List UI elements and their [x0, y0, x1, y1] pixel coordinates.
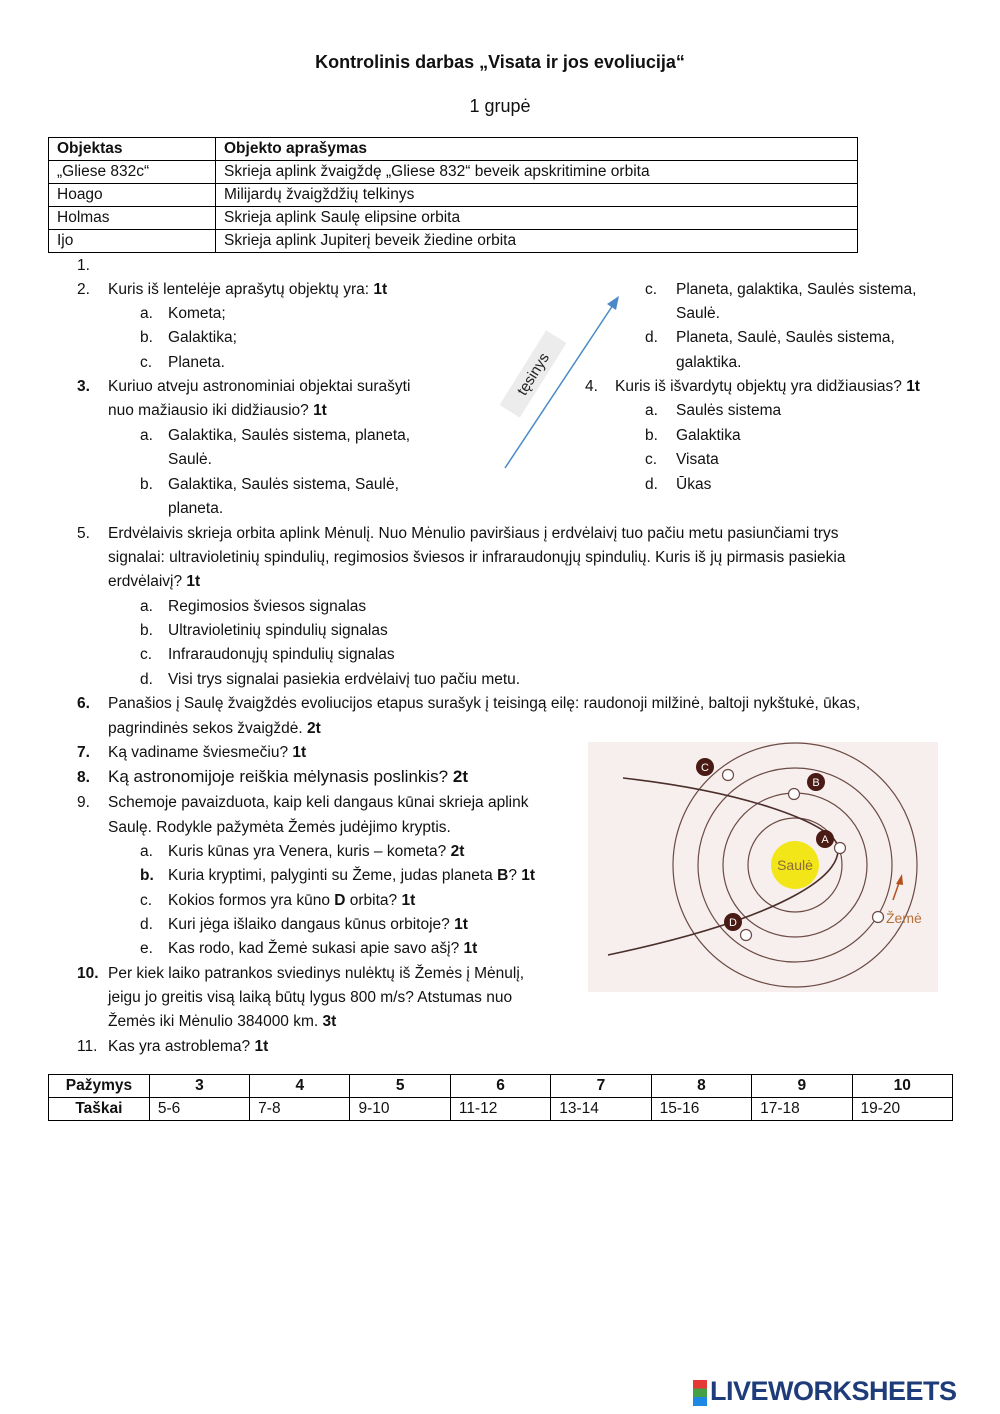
table-row	[49, 230, 858, 253]
body-d	[741, 930, 752, 941]
table-cell: Skrieja aplink Saulę elipsine orbita	[216, 207, 858, 230]
option-text: Galaktika, Saulės sistema, Saulė,	[168, 476, 399, 493]
option-letter: a.	[140, 427, 153, 444]
q7-number: 7.	[77, 744, 90, 761]
table-cell: Milijardų žvaigždžių telkinys	[216, 184, 858, 207]
continue-arrow	[495, 290, 625, 475]
table-cell: Holmas	[49, 207, 216, 230]
option-letter: b.	[140, 476, 153, 493]
option-text: Visi trys signalai pasiekia erdvėlaivį tuo pačiu metu.	[168, 671, 521, 688]
table-header: Objekto aprašymas	[216, 138, 858, 161]
option-letter: a.	[140, 305, 153, 322]
option-letter: b.	[645, 427, 658, 444]
option-text: Planeta, galaktika, Saulės sistema,	[676, 281, 917, 298]
option-text: Galaktika, Saulės sistema, planeta,	[168, 427, 411, 444]
objects-table	[48, 137, 858, 253]
q5-text: signalai: ultravioletinių spindulių, regimosios šviesos ir infraraudonųjų spindulių. Kuris iš jų pirmasis pasiekia	[108, 549, 846, 566]
table-cell: Skrieja aplink Jupiterį beveik žiedine orbita	[216, 230, 858, 253]
table-header: 8	[651, 1075, 751, 1098]
q5-text: Erdvėlaivis skrieja orbita aplink Mėnulį. Nuo Mėnulio paviršiaus į erdvėlaivį tuo pačiu metu pasiunčiami trys	[108, 525, 839, 542]
q5-number: 5.	[77, 525, 90, 542]
table-cell: Hoago	[49, 184, 216, 207]
option-text: Visata	[676, 451, 719, 468]
table-cell: 5-6	[149, 1098, 249, 1121]
option-letter: c.	[645, 281, 658, 298]
label-b: B	[812, 777, 820, 789]
q10-number: 10.	[77, 965, 99, 982]
q2-number: 2.	[77, 281, 90, 298]
table-header: 7	[551, 1075, 651, 1098]
q9e-text: Kas rodo, kad Žemė sukasi apie savo ašį? 1t	[168, 940, 478, 957]
table-cell: 13-14	[551, 1098, 651, 1121]
arrow-head-icon	[896, 874, 903, 885]
group-label: 1 grupė	[469, 96, 531, 116]
q9-text: Saulę. Rodykle pažymėta Žemės judėjimo kryptis.	[108, 819, 451, 836]
table-cell: „Gliese 832c“	[49, 161, 216, 184]
option-text: planeta.	[168, 500, 224, 517]
q10-text: Žemės iki Mėnulio 384000 km. 3t	[108, 1013, 337, 1030]
table-cell: 7-8	[250, 1098, 350, 1121]
earth	[873, 912, 884, 923]
option-text: Saulės sistema	[676, 402, 782, 419]
q9-text: Schemoje pavaizduota, kaip keli dangaus kūnai skrieja aplink	[108, 794, 529, 811]
q5-text: erdvėlaivį? 1t	[108, 573, 201, 590]
q6-text: pagrindinės sekos žvaigždė. 2t	[108, 720, 321, 737]
q4-number: 4.	[585, 378, 598, 395]
arrow-head-icon	[607, 296, 619, 310]
option-letter: b.	[140, 329, 153, 346]
earth-label: Žemė	[886, 910, 922, 926]
continue-label: tęsinys	[513, 349, 554, 399]
q10-text: jeigu jo greitis visą laiką būtų lygus 800 m/s? Atstumas nuo	[108, 989, 513, 1006]
q9c-text: Kokios formos yra kūno D orbita? 1t	[168, 892, 416, 909]
option-text: Ultravioletinių spindulių signalas	[168, 622, 388, 639]
q4-text: Kuris iš išvardytų objektų yra didžiausias? 1t	[615, 378, 920, 395]
option-letter: c.	[140, 354, 153, 371]
table-cell: 15-16	[651, 1098, 751, 1121]
body-c	[723, 770, 734, 781]
option-text: Saulė.	[676, 305, 720, 322]
table-cell: Skrieja aplink žvaigždę „Gliese 832“ beveik apskritimine orbita	[216, 161, 858, 184]
q8-text: Ką astronomijoje reiškia mėlynasis poslinkis? 2t	[108, 767, 468, 786]
grades-table	[48, 1074, 953, 1121]
option-letter: b.	[140, 867, 154, 884]
table-header: Taškai	[49, 1098, 150, 1121]
option-text: galaktika.	[676, 354, 742, 371]
option-text: Planeta, Saulė, Saulės sistema,	[676, 329, 895, 346]
option-letter: a.	[645, 402, 658, 419]
option-letter: d.	[140, 671, 153, 688]
option-text: Galaktika;	[168, 329, 237, 346]
q10-text: Per kiek laiko patrankos sviedinys nulėktų iš Žemės į Mėnulį,	[108, 965, 525, 982]
q8-number: 8.	[77, 769, 90, 786]
option-text: Infraraudonųjų spindulių signalas	[168, 646, 395, 663]
option-letter: d.	[645, 329, 658, 346]
table-row	[49, 207, 858, 230]
option-text: Ūkas	[676, 476, 712, 493]
option-text: Planeta.	[168, 354, 225, 371]
option-letter: d.	[645, 476, 658, 493]
table-header: 3	[149, 1075, 249, 1098]
q9a-text: Kuris kūnas yra Venera, kuris – kometa? 2t	[168, 843, 465, 860]
label-c: C	[701, 762, 709, 774]
table-cell: 11-12	[450, 1098, 550, 1121]
option-letter: a.	[140, 598, 153, 615]
q3-text: nuo mažiausio iki didžiausio? 1t	[108, 402, 327, 419]
table-header: 6	[450, 1075, 550, 1098]
label-a: A	[821, 834, 829, 846]
option-text: Kometa;	[168, 305, 226, 322]
q1-number: 1.	[77, 257, 90, 274]
option-text: Galaktika	[676, 427, 741, 444]
q9-number: 9.	[77, 794, 90, 811]
table-cell: 17-18	[752, 1098, 852, 1121]
page-title: Kontrolinis darbas „Visata ir jos evoliucija“	[315, 52, 685, 72]
table-header: 9	[752, 1075, 852, 1098]
solar-system-diagram	[588, 742, 938, 992]
option-letter: d.	[140, 916, 153, 933]
table-cell: 19-20	[852, 1098, 952, 1121]
body-b	[789, 789, 800, 800]
option-letter: b.	[140, 622, 153, 639]
table-header: Pažymys	[49, 1075, 150, 1098]
table-header: Objektas	[49, 138, 216, 161]
option-letter: e.	[140, 940, 153, 957]
table-header: 4	[250, 1075, 350, 1098]
table-row	[49, 1075, 953, 1098]
q9b-text: Kuria kryptimi, palyginti su Žeme, judas planeta B? 1t	[168, 867, 536, 884]
table-cell: 9-10	[350, 1098, 450, 1121]
option-letter: c.	[645, 451, 658, 468]
option-letter: c.	[140, 646, 153, 663]
q7-text: Ką vadiname šviesmečiu? 1t	[108, 744, 307, 761]
q3-text: Kuriuo atveju astronominiai objektai surašyti	[108, 378, 411, 395]
liveworksheets-logo[interactable]: LIVEWORKSHEETS	[693, 1376, 957, 1407]
option-text: Saulė.	[168, 451, 212, 468]
q6-text: Panašios į Saulę žvaigždės evoliucijos etapus surašyk į teisingą eilę: raudonoji milžinė, baltoji nykštukė, ūkas,	[108, 695, 861, 712]
q3-number: 3.	[77, 378, 90, 395]
sun-label: Saulė	[777, 857, 813, 873]
table-row	[49, 1098, 953, 1121]
q6-number: 6.	[77, 695, 90, 712]
q2-text: Kuris iš lentelėje aprašytų objektų yra: 1t	[108, 281, 388, 298]
logo-icon	[693, 1380, 707, 1406]
table-header: 5	[350, 1075, 450, 1098]
q11-text: Kas yra astroblema? 1t	[108, 1038, 269, 1055]
table-row	[49, 184, 858, 207]
body-a	[835, 843, 846, 854]
q11-number: 11.	[77, 1038, 98, 1055]
table-row	[49, 161, 858, 184]
option-text: Regimosios šviesos signalas	[168, 598, 367, 615]
label-d: D	[729, 917, 737, 929]
q9d-text: Kuri jėga išlaiko dangaus kūnus orbitoje? 1t	[168, 916, 468, 933]
table-header: 10	[852, 1075, 952, 1098]
option-letter: a.	[140, 843, 153, 860]
option-letter: c.	[140, 892, 153, 909]
table-cell: Ijo	[49, 230, 216, 253]
